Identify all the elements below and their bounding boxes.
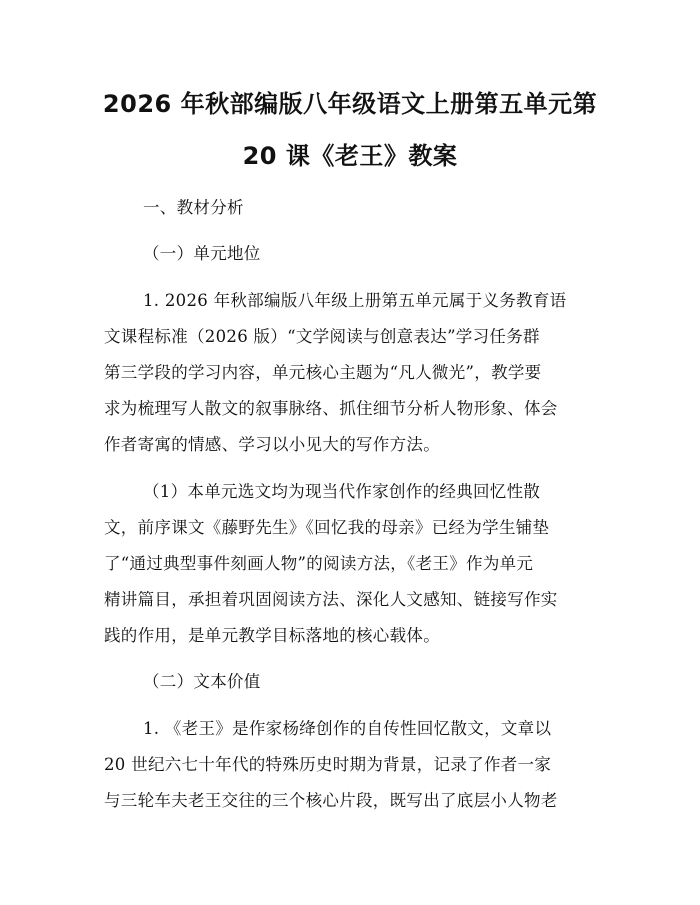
paragraph-line: 文课程标准（2026 版）“文学阅读与创意表达”学习任务群 [104, 327, 540, 346]
document-title-line-2: 20 课《老王》教案 [242, 142, 458, 170]
paragraph-line: 文，前序课文《藤野先生》《回忆我的母亲》已经为学生铺垫 [104, 518, 550, 537]
paragraph-line: 1. 《老王》是作家杨绛创作的自传性回忆散文，文章以 [143, 719, 552, 738]
paragraph-line: 第三学段的学习内容，单元核心主题为“凡人微光”，教学要 [104, 363, 542, 382]
subsection-heading-text-value: （二）文本价值 [143, 672, 261, 691]
paragraph-line: 与三轮车夫老王交往的三个核心片段，既写出了底层小人物老 [104, 791, 558, 810]
paragraph-line: 践的作用，是单元教学目标落地的核心载体。 [104, 626, 440, 645]
paragraph-line: （1）本单元选文均为现当代作家创作的经典回忆性散 [143, 482, 541, 501]
paragraph-line: 了“通过典型事件刻画人物”的阅读方法，《老王》作为单元 [104, 554, 534, 573]
paragraph-line: 20 世纪六七十年代的特殊历史时期为背景，记录了作者一家 [104, 755, 552, 774]
subsection-heading-unit-position: （一）单元地位 [143, 244, 261, 263]
document-title-line-1: 2026 年秋部编版八年级语文上册第五单元第 [102, 90, 598, 118]
paragraph-line: 精讲篇目，承担着巩固阅读方法、深化人文感知、链接写作实 [104, 590, 558, 609]
paragraph-line: 作者寄寓的情感、学习以小见大的写作方法。 [104, 435, 440, 454]
paragraph-line: 求为梳理写人散文的叙事脉络、抓住细节分析人物形象、体会 [104, 399, 558, 418]
section-heading-textbook-analysis: 一、教材分析 [143, 198, 244, 217]
paragraph-line: 1. 2026 年秋部编版八年级上册第五单元属于义务教育语 [143, 291, 567, 310]
